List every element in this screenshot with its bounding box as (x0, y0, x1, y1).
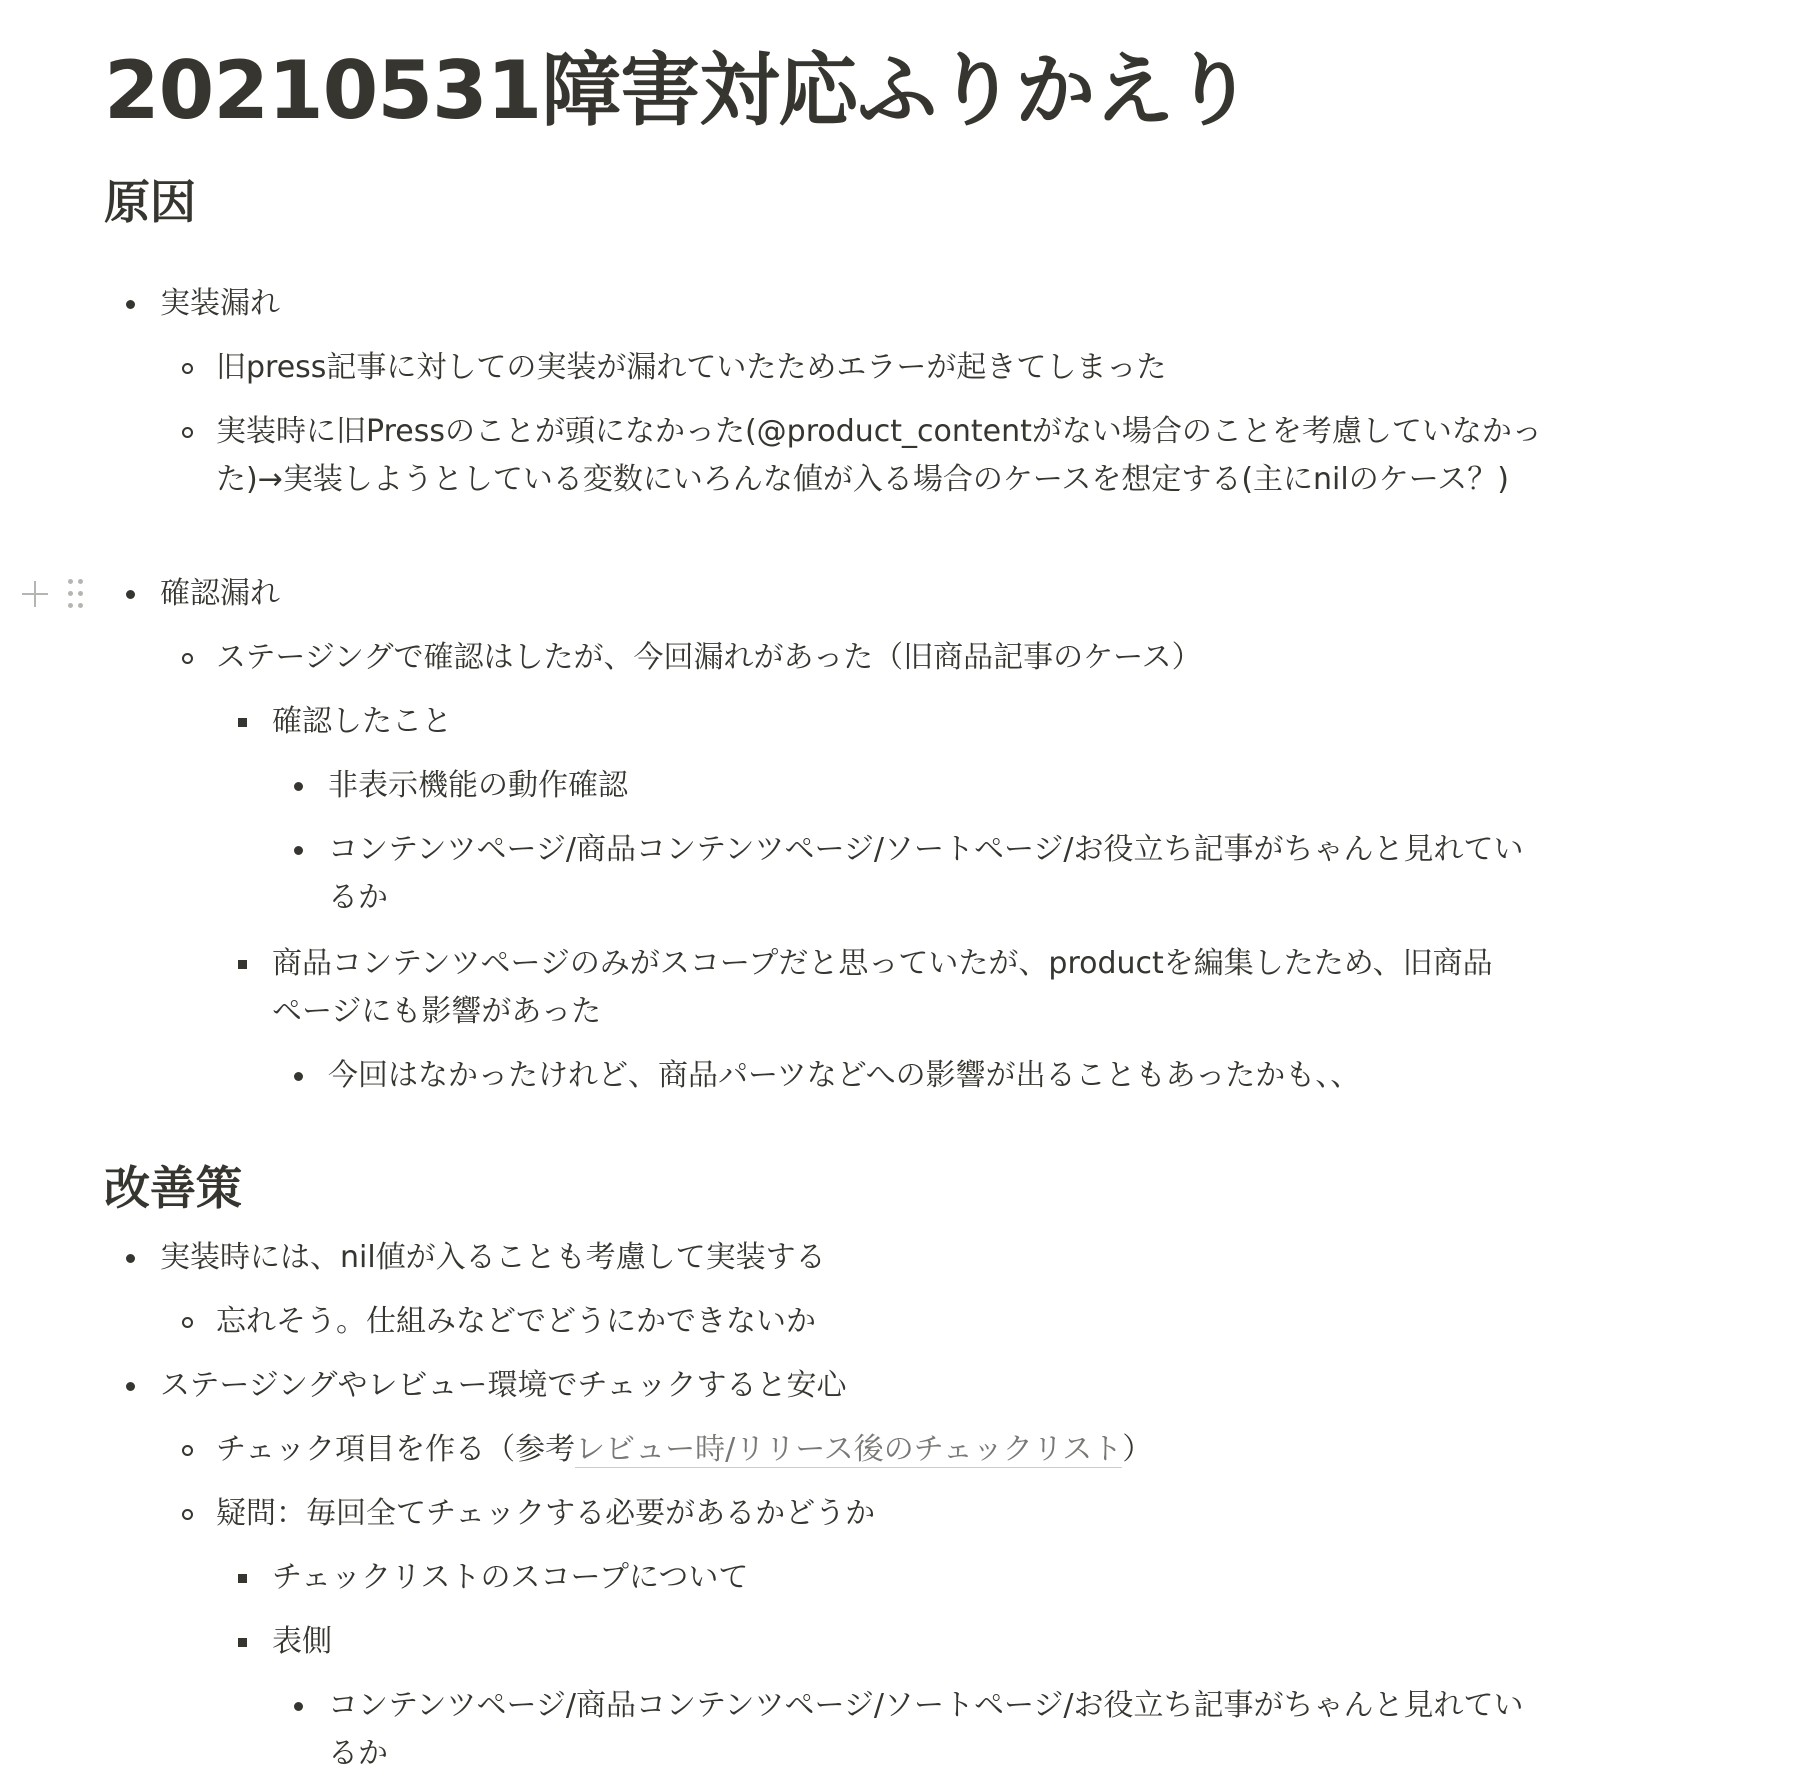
list-item[interactable] (272, 1618, 1517, 1666)
list-item-text: ステージングで確認はしたが、今回漏れがあった（旧商品記事のケース） (216, 640, 1202, 675)
bullet-circle (182, 1317, 193, 1328)
list-item[interactable] (216, 1298, 1546, 1346)
page-title[interactable]: 20210531障害対応ふりかえり (104, 44, 1253, 137)
bullet-disc (294, 782, 303, 791)
list-item-text: 確認したこと (272, 704, 452, 739)
list-item[interactable] (216, 634, 1546, 682)
list-item-text: 表側 (272, 1624, 332, 1659)
list-item-text: チェックリストのスコープについて (272, 1560, 749, 1595)
list-item-text: 今回はなかったけれど、商品パーツなどへの影響が出ることもあったかも、、 (328, 1058, 1361, 1093)
list-item-text: ステージングやレビュー環境でチェックすると安心 (160, 1368, 847, 1403)
checklist-suffix: ） (1122, 1432, 1153, 1467)
block-hover-handles (16, 575, 96, 615)
list-item-text: 疑問：毎回全てチェックする必要があるかどうか (216, 1496, 876, 1531)
plus-icon[interactable] (20, 579, 50, 609)
bullet-square (238, 718, 247, 727)
checklist-prefix: チェック項目を作る（参考 (216, 1432, 576, 1467)
bullet-disc (294, 846, 303, 855)
bullet-circle (182, 1509, 193, 1520)
bullet-disc (294, 1702, 303, 1711)
list-item[interactable] (328, 826, 1528, 922)
drag-handle-icon[interactable] (68, 579, 86, 609)
list-item[interactable] (328, 1052, 1528, 1100)
list-item[interactable] (272, 698, 1517, 746)
list-item[interactable] (216, 1490, 1546, 1538)
list-item-text: 確認漏れ (160, 576, 280, 611)
list-item-text: 旧press記事に対しての実装が漏れていたためエラーが起きてしまった (216, 350, 1167, 385)
bullet-square (238, 1574, 247, 1583)
list-item[interactable] (216, 344, 1546, 392)
heading-improvement[interactable]: 改善策 (104, 1161, 242, 1215)
bullet-circle (182, 653, 193, 664)
list-item-text: コンテンツページ/商品コンテンツページ/ソートページ/お役立ち記事がちゃんと見れているか (328, 1688, 1524, 1770)
list-item[interactable] (160, 280, 1540, 328)
list-item-text: コンテンツページ/商品コンテンツページ/ソートページ/お役立ち記事がちゃんと見れているか (328, 832, 1524, 915)
list-item-text: 実装漏れ (160, 286, 280, 321)
list-item-text (216, 1426, 1546, 1474)
list-item-text: 実装時には、nil値が入ることも考慮して実装する (160, 1240, 826, 1275)
list-item[interactable] (160, 1234, 1540, 1282)
checklist-page-link[interactable]: レビュー時/リリース後のチェックリスト (575, 1432, 1123, 1467)
list-item[interactable] (328, 1682, 1528, 1770)
heading-cause[interactable]: 原因 (104, 175, 196, 229)
bullet-square (238, 960, 247, 969)
list-item-text: 忘れそう。仕組みなどでどうにかできないか (216, 1304, 816, 1339)
list-item[interactable] (216, 1426, 1546, 1474)
bullet-disc (126, 590, 135, 599)
bullet-circle (182, 363, 193, 374)
list-item[interactable] (272, 940, 1517, 1036)
bullet-disc (126, 300, 135, 309)
bullet-disc (126, 1254, 135, 1263)
bullet-square (238, 1638, 247, 1647)
bullet-disc (126, 1382, 135, 1391)
list-item[interactable] (160, 570, 1540, 618)
list-item[interactable] (216, 408, 1546, 504)
bullet-disc (294, 1072, 303, 1081)
list-item-text: 非表示機能の動作確認 (328, 768, 628, 803)
list-item-text: 商品コンテンツページのみがスコープだと思っていたが、productを編集したため、旧商品ページにも影響があった (272, 946, 1493, 1029)
list-item[interactable] (160, 1362, 1540, 1410)
list-item[interactable] (272, 1554, 1517, 1602)
list-item-text: 実装時に旧Pressのことが頭になかった(@product_contentがない場合のことを考慮していなかった)→実装しようとしている変数にいろんな値が入る場合のケースを想定する(主にnilのケース？) (216, 414, 1542, 497)
bullet-circle (182, 1445, 193, 1456)
list-item[interactable] (328, 762, 1528, 810)
bullet-circle (182, 427, 193, 438)
